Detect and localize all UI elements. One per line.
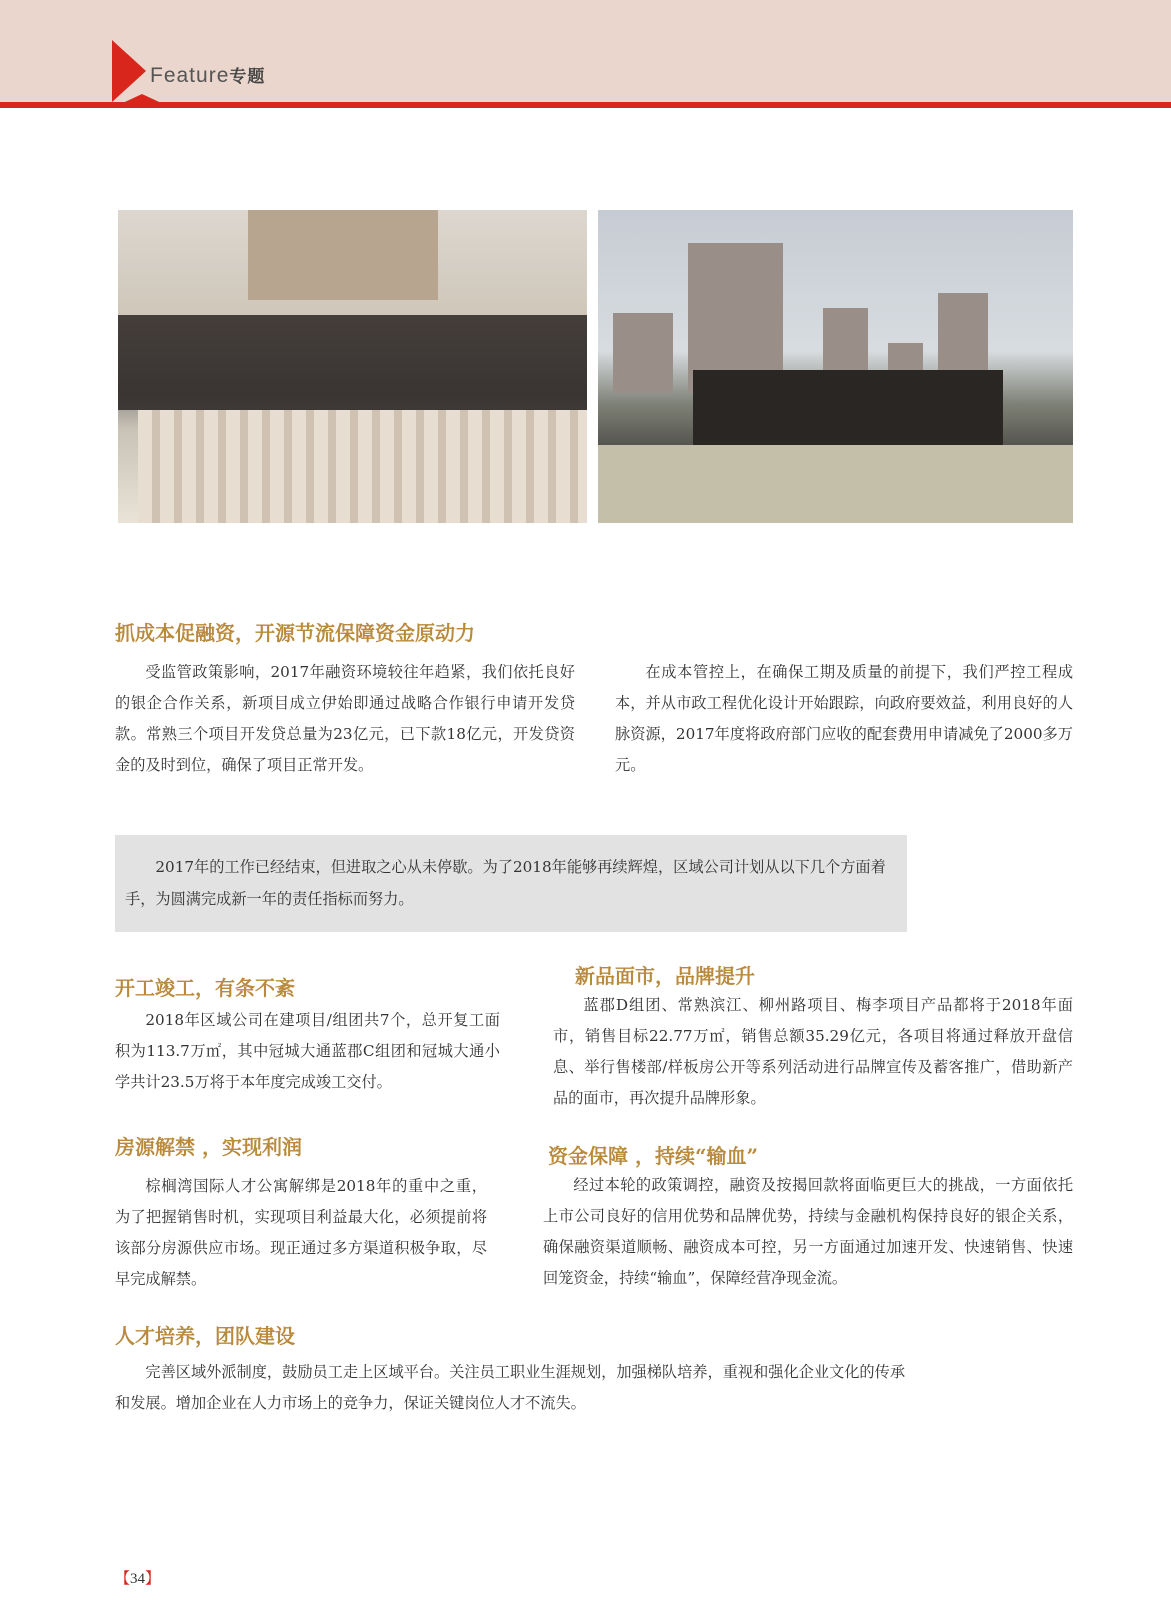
page-number-value: 34 <box>130 1571 146 1587</box>
paragraph-financing: 受监管政策影响，2017年融资环境较往年趋紧，我们依托良好的银企合作关系，新项目成立伊始即通过战略合作银行申请开发贷款。常熟三个项目开发贷总量为23亿元，已下款18亿元，开发贷资金的及时到位，确保了项目正常开发。 <box>115 663 575 774</box>
photo-property-model-visit <box>118 210 587 523</box>
section-label <box>150 62 265 88</box>
photo-group-residential <box>598 210 1073 523</box>
section-heading-new-products: 新品面市，品牌提升 <box>575 964 755 988</box>
header-red-rule <box>0 102 1171 108</box>
paragraph-cost-control: 在成本管控上，在确保工期及质量的前提下，我们严控工程成本，并从市政工程优化设计开始跟踪，向政府要效益，利用良好的人脉资源，2017年度将政府部门应收的配套费用申请减免了2000多万元。 <box>615 663 1073 774</box>
section-heading-housing-release: 房源解禁 ，实现利润 <box>115 1135 302 1159</box>
paragraph-talent: 完善区域外派制度，鼓励员工走上区域平台。关注员工职业生涯规划，加强梯队培养，重视和强化企业文化的传承和发展。增加企业在人力市场上的竞争力，保证关键岗位人才不流失。 <box>115 1363 905 1412</box>
paragraph-construction: 2018年区域公司在建项目/组团共7个，总开复工面积为113.7万㎡，其中冠城大通蓝郡C组团和冠城大通小学共计23.5万将于本年度完成竣工交付。 <box>115 1011 500 1091</box>
paragraph-capital: 经过本轮的政策调控，融资及按揭回款将面临更巨大的挑战，一方面依托上市公司良好的信用优势和品牌优势，持续与金融机构保持良好的银企关系，确保融资渠道顺畅、融资成本可控，另一方面通过加速开发、快速销售、快速回笼资金，持续“输血”，保障经营净现金流。 <box>543 1176 1073 1287</box>
callout-box <box>115 835 907 932</box>
photo-wall-map <box>248 210 438 300</box>
section-heading-capital: 资金保障 ，持续“输血” <box>548 1144 758 1168</box>
section-label-en: Feature <box>150 64 230 87</box>
paragraph-housing-release: 棕榈湾国际人才公寓解绑是2018年的重中之重，为了把握销售时机，实现项目利益最大化，必须提前将该部分房源供应市场。现正通过多方渠道积极争取，尽早完成解禁。 <box>115 1177 487 1288</box>
callout-text: 2017年的工作已经结束，但进取之心从未停歇。为了2018年能够再续辉煌，区域公司计划从以下几个方面着手，为圆满完成新一年的责任指标而努力。 <box>125 858 886 908</box>
section-heading-talent: 人才培养，团队建设 <box>115 1324 295 1348</box>
photo-group-people <box>693 370 1003 445</box>
photo-tower <box>613 313 673 393</box>
page-number: 【34】 <box>115 1571 161 1587</box>
photo-sand-table-model <box>138 410 587 523</box>
photo-ground <box>598 445 1073 523</box>
section-heading-financing: 抓成本促融资，开源节流保障资金原动力 <box>115 621 475 645</box>
paragraph-new-products: 蓝郡D组团、常熟滨江、柳州路项目、梅李项目产品都将于2018年面市，销售目标22.77万㎡，销售总额35.29亿元，各项目将通过释放开盘信息、举行售楼部/样板房公开等系列活动进行品牌宣传及蓄客推广，借助新产品的面市，再次提升品牌形象。 <box>553 996 1073 1107</box>
photo-crowd <box>118 315 587 410</box>
section-heading-construction: 开工竣工，有条不紊 <box>115 976 295 1000</box>
header-chevron-icon <box>112 40 146 102</box>
section-label-cn: 专题 <box>229 67 266 87</box>
